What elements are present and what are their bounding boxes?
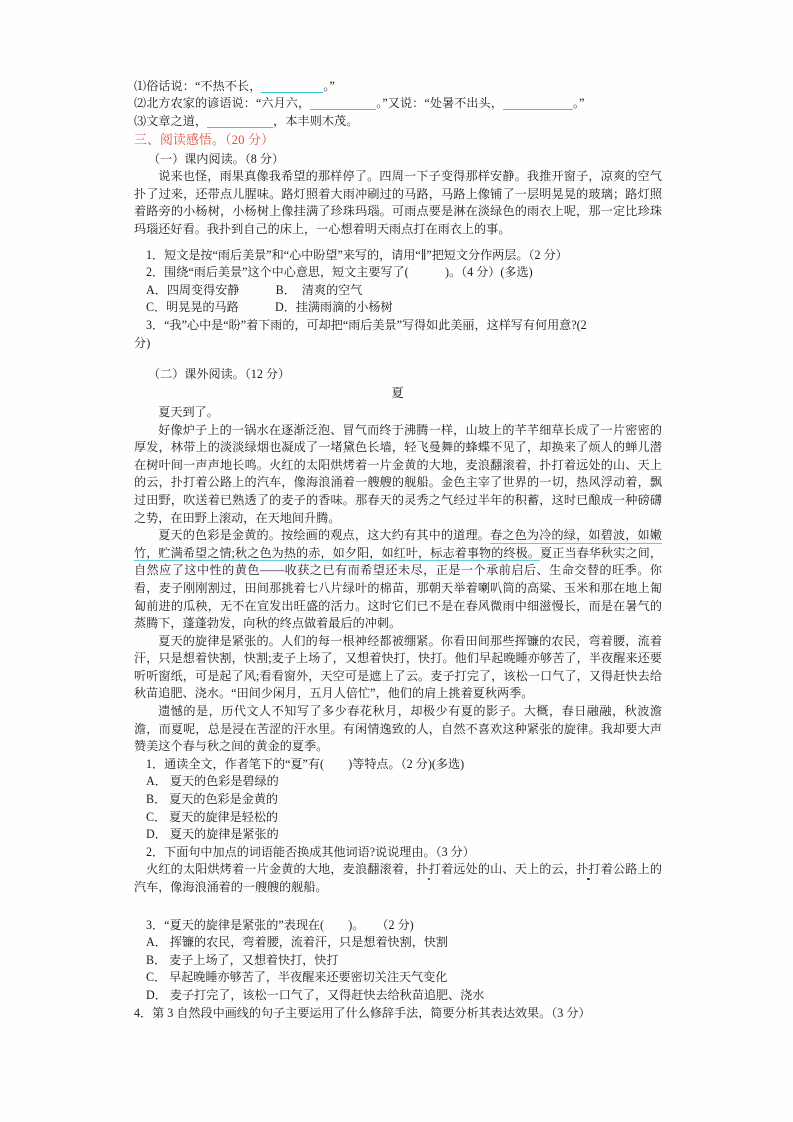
- part-two-q1-option-d[interactable]: D． 夏天的旋律是紧张的: [146, 827, 279, 842]
- part-two-q1-option-a[interactable]: A． 夏天的色彩是碧绿的: [146, 774, 279, 789]
- part-two-q3-option-b[interactable]: B． 麦子上场了，又想着快打，快打: [146, 952, 339, 967]
- part-two-question-3: 3．“夏天的旋律是紧张的”表现在( )。 （2 分): [146, 917, 414, 932]
- part-one-q2-options-row-2[interactable]: C．明晃晃的马路 D．挂满雨滴的小杨树: [146, 300, 393, 315]
- essay-title: 夏: [391, 385, 405, 400]
- part-one-question-3: 3．“我”心中是“盼”着下雨的，可却把“雨后美景”写得如此美丽，这样写有何用意?(2: [146, 317, 587, 332]
- part-two-question-4: 4．第 3 自然段中画线的句子主要运用了什么修辞手法，简要分析其表达效果。（3 分）: [134, 1005, 591, 1020]
- part-two-question-1: 1．通读全文，作者笔下的“夏”有( )等特点。（2 分)(多选): [146, 756, 465, 771]
- part-one-question-2: 2．围绕“雨后美景”这个中心意思，短文主要写了( )。（4 分）(多选): [146, 265, 533, 280]
- fill-blank-1[interactable]: [261, 92, 323, 93]
- section-3-heading: [134, 131, 662, 150]
- fill-item-2-mid: 。”又说：“处暑不出头，: [376, 96, 504, 111]
- page-content: [134, 78, 662, 1022]
- part-one-question-3-cont: 分): [134, 335, 151, 350]
- part-two-q3-option-c[interactable]: C． 早起晚睡亦够苦了，半夜醒来还要密切关注天气变化: [146, 970, 448, 985]
- essay-paragraph-3: [134, 527, 662, 633]
- part-two-q3-option-a[interactable]: A． 挥镰的农民，弯着腰，流着汗，只是想着快割，快割: [146, 935, 449, 950]
- part-one-question-1: 1．短文是按“雨后美景”和“心中盼望”来写的，请用“∥”把短文分作两层。（2 分）: [146, 247, 568, 262]
- fill-item-2-pre: ⑵北方农家的谚语说：“六月六，: [134, 96, 311, 111]
- fill-item-3-pre: ⑶文章之道，: [134, 113, 208, 128]
- part-two-q2-quote: [134, 861, 662, 896]
- fill-item-1: [134, 78, 662, 95]
- fill-blank-3[interactable]: [207, 127, 273, 128]
- fill-item-1-pre: ⑴俗话说：“不热不长，: [134, 79, 262, 93]
- essay-paragraph-4: 夏天的旋律是紧张的。人们的每一根神经都被绷紧。你看田间那些挥镰的农民，弯着腰，流着汗，只是想着快割，快割;麦子上场了，又想着快打，快打。他们早起晚睡亦够苦了，半夜醒来还要听听窗纸，可是起了风;看看窗外，天空可是遮上了云。麦子打完了，该松一口气了，又得赶快去给秋苗追肥、浇水。“田间少闲月，五月人倍忙”，他们的肩上挑着夏秋两季。: [134, 633, 662, 701]
- part-two-q2-quote-b: 着远处的山、天上的云，: [440, 862, 577, 877]
- essay-paragraph-5: 遗憾的是，历代文人不知写了多少春花秋月，却极少有夏的影子。大概，春日融融，秋波澹澹，而夏呢，总是浸在苦涩的汗水里。有闲情逸致的人，自然不喜欢这种紧张的旋律。我却要大声赞美这个春与秋之间的黄金的夏季。: [134, 704, 662, 754]
- part-one-passage: 说来也怪，雨果真像我希望的那样停了。四周一下子变得那样安静。我推开窗子，凉爽的空气扑了过来，还带点儿腥味。路灯照着大雨冲刷过的马路，马路上像铺了一层明晃晃的玻璃；路灯照着路旁的小杨树，小杨树上像挂满了珍珠玛瑙。可雨点要是淋在淡绿色的雨衣上呢，那一定比珍珠玛瑙还好看。我扑到自己的床上，一心想着明天雨点打在雨衣上的事。: [134, 169, 662, 236]
- fill-blank-2a[interactable]: [310, 109, 376, 110]
- fill-item-2: [134, 95, 662, 112]
- section-3-number: 三、: [134, 133, 160, 148]
- fill-item-2-post: 。”: [573, 96, 585, 111]
- part-two-q2-emphasis-1: 扑打: [416, 862, 441, 877]
- part-two-q3-option-d[interactable]: D． 麦子打完了，该松一口气了，又得赶快去给秋苗追肥、浇水: [146, 987, 485, 1002]
- section-3-title: 阅读感悟。: [160, 133, 225, 148]
- part-two-q1-option-c[interactable]: C． 夏天的旋律是轻松的: [146, 809, 279, 824]
- part-two-q2-quote-c: 着公路上的汽车，像海浪涌着的一艘艘的舰船。: [134, 862, 662, 894]
- essay-p3-lead: 夏天的色彩是金黄的。按绘画的观点，这大约有其中的道理。: [158, 528, 491, 543]
- part-two-q1-option-b[interactable]: B． 夏天的色彩是金黄的: [146, 792, 279, 807]
- fill-item-3: [134, 113, 662, 130]
- part-two-q2-emphasis-2: 扑打: [576, 862, 601, 877]
- part-two-heading: （二）课外阅读。（12 分）: [148, 366, 291, 381]
- fill-item-3-post: ，本丰则木茂。: [273, 113, 359, 128]
- part-one-q2-options-row-1[interactable]: A．四周变得安静 B． 清爽的空气: [146, 282, 363, 297]
- part-two-question-2: 2．下面句中加点的词语能否换成其他词语?说说理由。（3 分）: [146, 844, 475, 859]
- section-3-score: （20 分）: [224, 133, 275, 148]
- part-one-heading: （一）课内阅读。（8 分）: [148, 152, 285, 167]
- part-two-q2-quote-a: 火红的太阳烘烤着一片金黄的大地，麦浪翻滚着，: [146, 862, 417, 877]
- fill-item-1-post: 。”: [323, 79, 336, 93]
- fill-blank-2b[interactable]: [503, 109, 573, 110]
- essay-p3-underlined: 春之色为冷的绿，如碧波，如嫩竹，贮满希望之情;秋之色为热的赤，如夕阳，如红叶，标志着事物的终极。: [134, 528, 662, 560]
- essay-paragraph-2: 好像炉子上的一锅水在逐渐泛泡、冒气而终于沸腾一样，山坡上的芊芊细草长成了一片密密的厚发，林带上的淡淡绿烟也凝成了一堵黛色长墙，轻飞曼舞的蜂蝶不见了，却换来了烦人的蝉儿潜在树叶间一声声地长鸣。火红的太阳烘烤着一片金黄的大地，麦浪翻滚着，扑打着远处的山、天上的云，扑打着公路上的汽车，像海浪涌着一艘艘的舰船。金色主宰了世界的一切，热风浮动着，飘过田野，吹送着已熟透了的麦子的香味。那春天的灵秀之气经过半年的积蓄，这时已酿成一种磅礴之势，在田野上滚动，在天地间升腾。: [134, 422, 662, 525]
- essay-paragraph-1: 夏天到了。: [158, 404, 219, 419]
- essay-p3-tail: 夏正当春华秋实之间，自然应了这中性的黄色——收获之已有而希望还未尽，正是一个承前启后、生命交替的旺季。你看，麦子刚刚割过，田间那挑着七八片绿叶的棉苗，那朝天举着喇叭筒的高粱、玉米和那在地上匍匐前进的瓜秧，无不在宣发出旺盛的活力。这时它们已不是在春风微雨中细滋慢长，而是在暑气的蒸腾下，蓬蓬勃发，向秋的终点做着最后的冲刺。: [134, 545, 662, 631]
